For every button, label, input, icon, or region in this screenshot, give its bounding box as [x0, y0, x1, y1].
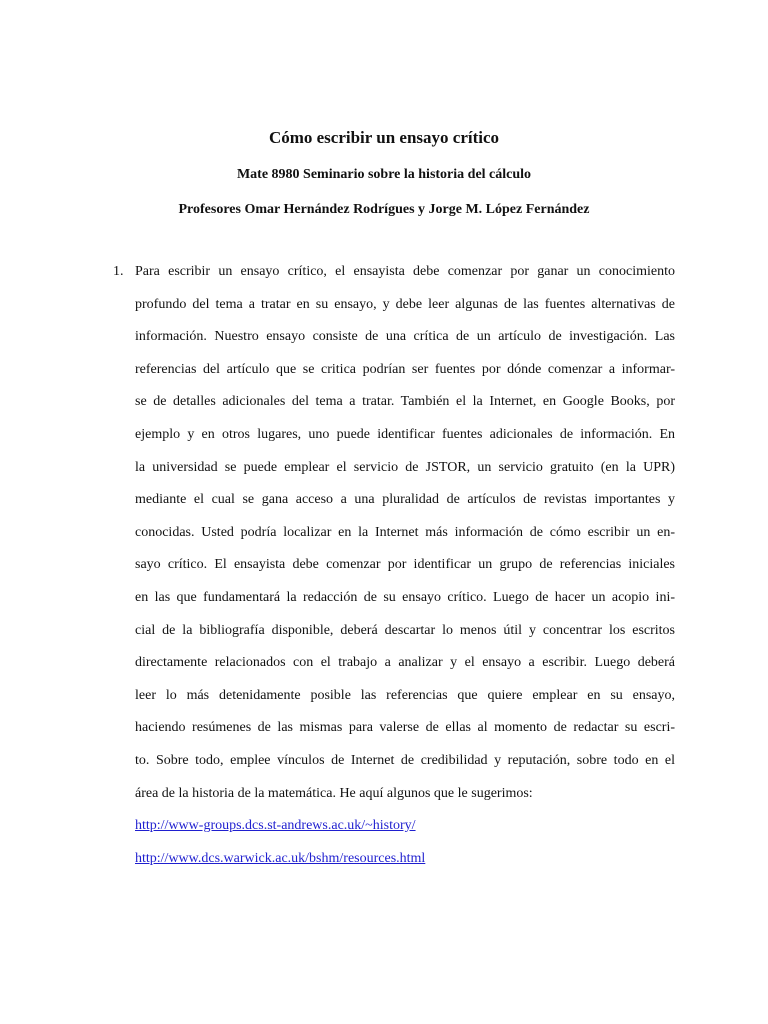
document-title: Cómo escribir un ensayo crítico: [268, 128, 500, 147]
paragraph-line: información. Nuestro ensayo consiste de una crítica de un artículo de investigación. Las: [135, 329, 675, 345]
paragraph-line: conocidas. Usted podría localizar en la Internet más información de cómo escribir un en-: [135, 524, 675, 540]
link-line: [135, 817, 675, 850]
paragraph-line: directamente relacionados con el trabajo a analizar y el ensayo a escribir. Luego deberá: [135, 655, 675, 671]
paragraph-line: área de la historia de la matemática. He aquí algunos que le sugerimos:: [135, 785, 533, 801]
st-andrews-history-link[interactable]: http://www-groups.dcs.st-andrews.ac.uk/~history/: [135, 818, 416, 834]
paragraph-line: Para escribir un ensayo crítico, el ensayista debe comenzar por ganar un conocimiento: [135, 264, 675, 279]
paragraph-line: cial de la bibliografía disponible, deberá descartar lo menos útil y concentrar los escritos: [135, 622, 675, 638]
paragraph-line: en las que fundamentará la redacción de su ensayo crítico. Luego de hacer un acopio ini-: [135, 589, 675, 605]
paragraph-line: referencias del artículo que se critica podrían ser fuentes por dónde comenzar a informar-: [135, 361, 675, 377]
paragraph-line: sayo crítico. El ensayista debe comenzar por identificar un grupo de referencias iniciales: [135, 557, 675, 573]
paragraph-line: haciendo resúmenes de las mismas para valerse de ellas al momento de redactar su escri-: [135, 720, 675, 736]
list-item-paragraph: [135, 263, 675, 882]
paragraph-line: la universidad se puede emplear el servicio de JSTOR, un servicio gratuito (en la UPR): [135, 459, 675, 475]
document-authors: Profesores Omar Hernández Rodrígues y Jorge M. López Fernández: [178, 202, 590, 217]
bshm-resources-link[interactable]: http://www.dcs.warwick.ac.uk/bshm/resources.html: [135, 850, 426, 866]
link-line: [135, 850, 675, 883]
paragraph-line: profundo del tema a tratar en su ensayo, y debe leer algunas de las fuentes alternativas de: [135, 296, 675, 312]
document-subtitle: Mate 8980 Seminario sobre la historia del cálculo: [236, 167, 532, 182]
list-item-number: 1.: [113, 264, 124, 279]
paragraph-line: to. Sobre todo, emplee vínculos de Internet de credibilidad y reputación, sobre todo en el: [135, 752, 675, 768]
paragraph-line: se de detalles adicionales del tema a tratar. También el la Internet, en Google Books, por: [135, 394, 675, 410]
paragraph-line: leer lo más detenidamente posible las referencias que quiere emplear en su ensayo,: [135, 687, 675, 703]
paragraph-line: ejemplo y en otros lugares, uno puede identificar fuentes adicionales de información. En: [135, 426, 675, 442]
paragraph-line: mediante el cual se gana acceso a una pluralidad de artículos de revistas importantes y: [135, 492, 675, 508]
